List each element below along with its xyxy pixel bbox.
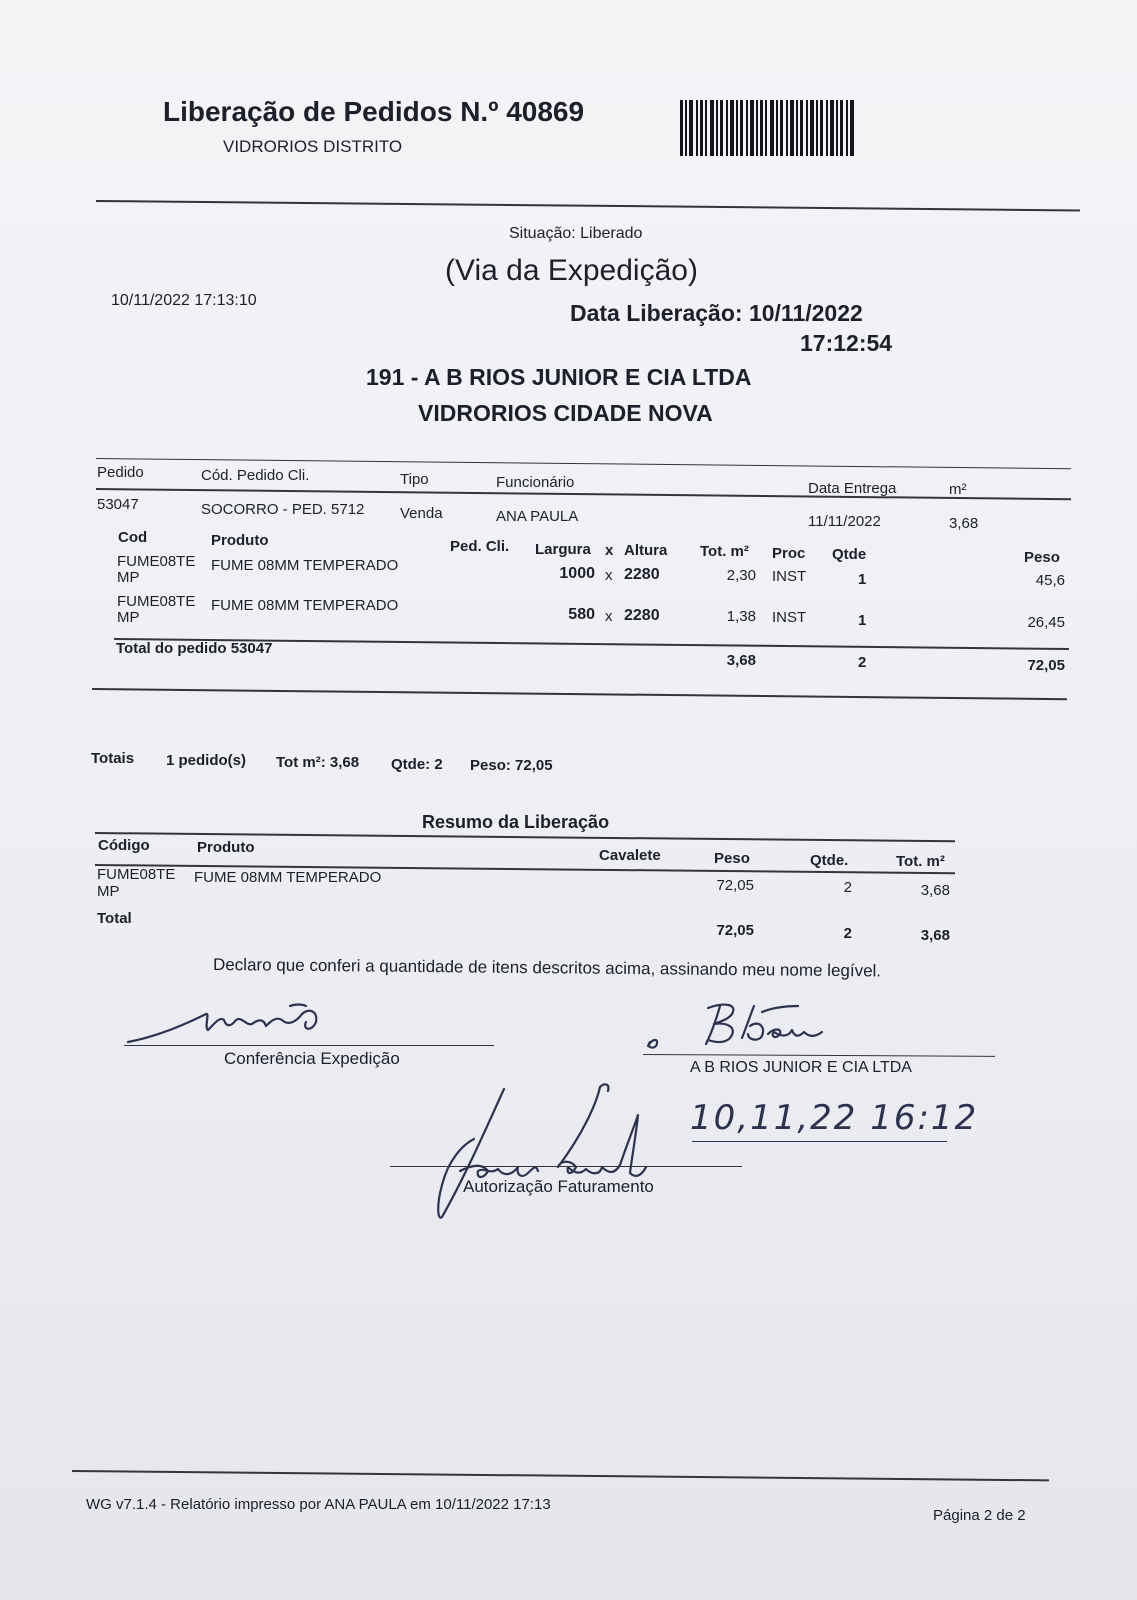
- col-cod-pedido-cli: Cód. Pedido Cli.: [201, 467, 310, 484]
- items-col-peso: Peso: [1024, 549, 1060, 566]
- summary-total-label: Total: [97, 910, 132, 927]
- declaration-text: Declaro que conferi a quantidade de itens descritos acima, assinando meu nome legível.: [212, 955, 882, 981]
- summary-total-qtde: 2: [843, 925, 852, 942]
- order-table-bottom-rule: [92, 688, 1067, 700]
- totals-pedidos: 1 pedido(s): [166, 752, 247, 769]
- signature-conferencia: [120, 1000, 380, 1051]
- col-pedido: Pedido: [97, 464, 144, 481]
- signature-client: [642, 998, 842, 1055]
- order-total-tot-m2: 3,68: [726, 652, 756, 669]
- totals-qtde: Qtde: 2: [391, 756, 443, 773]
- items-col-largura: Largura: [535, 541, 591, 558]
- item-2-x: x: [605, 608, 613, 625]
- item-1-cod-line-2: MP: [117, 569, 140, 586]
- item-2-cod: [117, 594, 195, 626]
- item-1-tot-m2: 2,30: [726, 567, 756, 584]
- items-col-tot-m2: Tot. m²: [700, 543, 749, 560]
- summary-row-codigo: [97, 866, 175, 900]
- item-2-proc: INST: [772, 609, 807, 626]
- branch-name: VIDRORIOS CIDADE NOVA: [418, 400, 713, 426]
- order-header-rule: [96, 488, 1071, 500]
- item-2-peso: 26,45: [1027, 614, 1065, 631]
- totals-label: Totais: [91, 750, 135, 767]
- summary-row-codigo-line-1: FUME08TE: [97, 866, 176, 883]
- conferencia-signature-line: [124, 1045, 494, 1046]
- col-data-entrega: Data Entrega: [808, 480, 897, 497]
- item-1-altura: 2280: [624, 566, 660, 583]
- totals-peso: Peso: 72,05: [470, 757, 553, 774]
- barcode: [680, 100, 855, 161]
- items-col-cod: Cod: [118, 529, 148, 546]
- order-total-peso: 72,05: [1027, 657, 1065, 674]
- status-text: Situação: Liberado: [509, 225, 643, 242]
- items-col-ped-cli: Ped. Cli.: [450, 538, 510, 555]
- client-signature-line: [643, 1054, 995, 1057]
- handwritten-date-underline: [692, 1141, 947, 1142]
- summary-col-codigo: Código: [98, 837, 150, 854]
- item-2-qtde: 1: [858, 612, 867, 629]
- signature-autorizacao: [432, 1075, 662, 1230]
- summary-col-produto: Produto: [197, 839, 255, 856]
- order-pedido: 53047: [97, 496, 139, 513]
- summary-row-codigo-line-2: MP: [97, 883, 120, 900]
- summary-col-peso: Peso: [714, 850, 750, 867]
- items-col-qtde: Qtde: [832, 546, 867, 563]
- item-1-largura: 1000: [559, 565, 595, 582]
- footer-printed-by: WG v7.1.4 - Relatório impresso por ANA PAULA em 10/11/2022 17:13: [86, 1496, 551, 1513]
- document-title: Liberação de Pedidos N.º 40869: [163, 96, 585, 127]
- col-tipo: Tipo: [400, 471, 429, 488]
- summary-total-tot-m2: 3,68: [920, 927, 950, 944]
- copy-type: (Via da Expedição): [445, 254, 698, 287]
- conferencia-label: Conferência Expedição: [224, 1049, 400, 1068]
- col-funcionario: Funcionário: [496, 474, 575, 491]
- summary-row-tot-m2: 3,68: [920, 882, 950, 899]
- summary-row-produto: FUME 08MM TEMPERADO: [194, 869, 382, 886]
- order-data-entrega: 11/11/2022: [808, 513, 881, 530]
- footer-page-number: Página 2 de 2: [933, 1507, 1026, 1524]
- item-1-cod: [117, 554, 195, 586]
- order-funcionario: ANA PAULA: [496, 508, 579, 525]
- item-2-tot-m2: 1,38: [726, 608, 756, 625]
- printed-timestamp: 10/11/2022 17:13:10: [111, 292, 257, 309]
- release-time: 17:12:54: [800, 330, 893, 356]
- item-2-cod-line-2: MP: [117, 609, 140, 626]
- autorizacao-signature-line: [390, 1166, 742, 1167]
- autorizacao-label: Autorização Faturamento: [463, 1177, 654, 1196]
- summary-col-cavalete: Cavalete: [599, 847, 661, 864]
- order-total-qtde: 2: [858, 654, 867, 671]
- item-1-x: x: [605, 567, 613, 584]
- company-name: VIDRORIOS DISTRITO: [223, 137, 403, 156]
- summary-title: Resumo da Liberação: [422, 812, 610, 832]
- order-cod-pedido-cli: SOCORRO - PED. 5712: [201, 501, 365, 518]
- item-1-cod-line-1: FUME08TE: [117, 553, 196, 570]
- summary-row-qtde: 2: [843, 879, 852, 896]
- release-date: Data Liberação: 10/11/2022: [570, 300, 863, 326]
- item-2-altura: 2280: [624, 607, 660, 624]
- item-2-produto: FUME 08MM TEMPERADO: [211, 597, 399, 614]
- order-total-label: Total do pedido 53047: [116, 640, 273, 657]
- items-col-x: x: [605, 542, 614, 559]
- items-col-proc: Proc: [772, 545, 806, 562]
- summary-total-peso: 72,05: [716, 922, 754, 939]
- client-label: A B RIOS JUNIOR E CIA LTDA: [690, 1059, 912, 1076]
- totals-tot-m2: Tot m²: 3,68: [276, 754, 360, 771]
- items-col-altura: Altura: [624, 542, 668, 559]
- handwritten-date: 10,11,22 16:12: [690, 1098, 979, 1138]
- summary-col-qtde: Qtde.: [810, 852, 849, 869]
- item-1-qtde: 1: [858, 571, 867, 588]
- col-m2: m²: [949, 481, 967, 498]
- summary-row-peso: 72,05: [716, 877, 754, 894]
- client-name: 191 - A B RIOS JUNIOR E CIA LTDA: [366, 364, 752, 390]
- summary-col-tot-m2: Tot. m²: [896, 853, 945, 870]
- item-1-produto: FUME 08MM TEMPERADO: [211, 557, 399, 574]
- footer-rule: [72, 1470, 1049, 1481]
- order-tipo: Venda: [400, 505, 443, 522]
- item-2-cod-line-1: FUME08TE: [117, 593, 196, 610]
- item-1-peso: 45,6: [1035, 572, 1065, 589]
- item-1-proc: INST: [772, 568, 807, 585]
- header-divider: [96, 200, 1080, 211]
- items-col-produto: Produto: [211, 532, 269, 549]
- item-2-largura: 580: [568, 606, 595, 623]
- order-m2: 3,68: [949, 515, 979, 532]
